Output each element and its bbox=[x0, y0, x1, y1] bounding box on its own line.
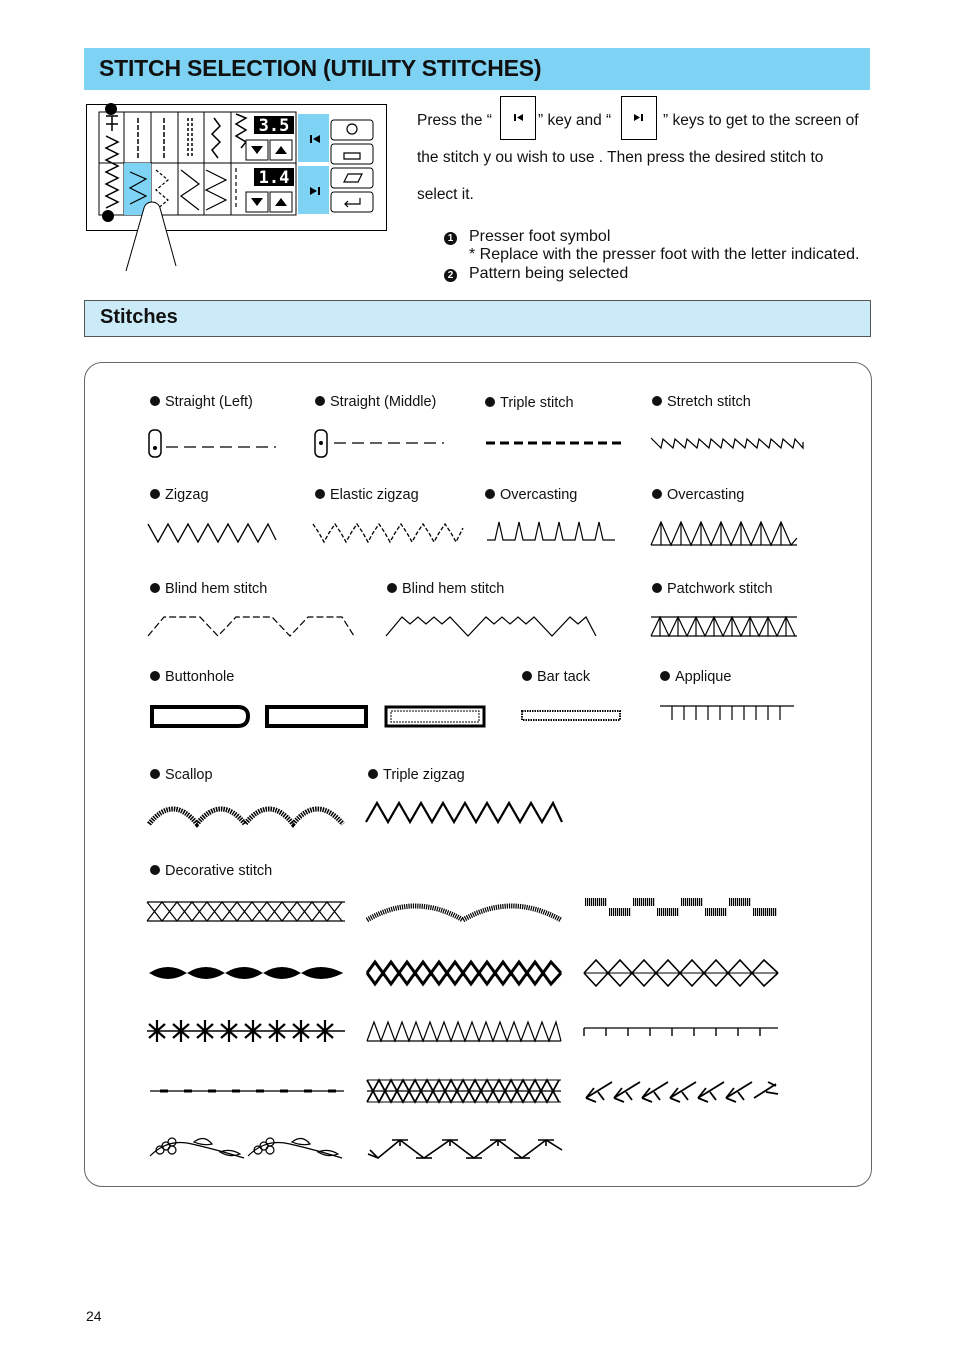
decorative-stitch-flower-icon bbox=[148, 1134, 346, 1162]
note-replace-foot: * Replace with the presser foot with the letter indicated. bbox=[469, 246, 860, 263]
decorative-stitch-cross-icon bbox=[147, 900, 347, 924]
decorative-stitch-open-diamond-icon bbox=[582, 958, 782, 988]
decorative-stitch-diamond-icon bbox=[365, 960, 565, 986]
stitch-label-blind-hem-1: Blind hem stitch bbox=[150, 581, 267, 597]
decorative-stitch-triangle-icon bbox=[365, 1020, 565, 1044]
blind-hem-elastic-stitch-icon bbox=[386, 614, 598, 640]
page-number: 24 bbox=[86, 1308, 102, 1324]
stitch-label-buttonhole: Buttonhole bbox=[150, 669, 234, 685]
note-number-1: 1 bbox=[444, 232, 457, 245]
straight-left-stitch-icon bbox=[148, 428, 278, 460]
note-pattern-selected: Pattern being selected bbox=[469, 265, 629, 282]
stitch-label-overcasting-1: Overcasting bbox=[485, 487, 577, 503]
overcasting-wide-stitch-icon bbox=[651, 520, 799, 548]
stitch-label-straight-left: Straight (Left) bbox=[150, 394, 253, 410]
stitch-label-scallop: Scallop bbox=[150, 767, 213, 783]
stitch-label-stretch: Stretch stitch bbox=[652, 394, 751, 410]
blind-hem-stitch-icon bbox=[148, 614, 356, 640]
stretch-stitch-icon bbox=[651, 434, 805, 452]
page-title: STITCH SELECTION (UTILITY STITCHES) bbox=[99, 55, 542, 81]
next-page-icon bbox=[622, 97, 656, 139]
decorative-stitch-lattice-icon bbox=[365, 1078, 565, 1104]
decorative-stitch-arc-icon bbox=[365, 898, 565, 924]
length-display: 1.4 bbox=[258, 168, 290, 188]
decorative-stitch-step-icon bbox=[583, 898, 783, 924]
note-presser-foot: Presser foot symbol bbox=[469, 228, 611, 245]
prev-page-icon bbox=[501, 97, 535, 139]
section-title: Stitches bbox=[100, 306, 178, 328]
decorative-stitch-zigzag-arrow-icon bbox=[366, 1134, 566, 1162]
section-header-bar bbox=[84, 300, 871, 337]
note-number-2: 2 bbox=[444, 269, 457, 282]
decorative-stitch-comb-icon bbox=[582, 1024, 782, 1038]
instruction-line1-part1: Press the “ bbox=[417, 112, 492, 129]
stitch-label-decorative: Decorative stitch bbox=[150, 863, 272, 879]
next-page-key bbox=[621, 96, 657, 140]
elastic-zigzag-stitch-icon bbox=[313, 522, 466, 544]
scallop-stitch-icon bbox=[148, 800, 346, 828]
stitch-label-triple: Triple stitch bbox=[485, 395, 574, 411]
prev-page-key bbox=[500, 96, 536, 140]
decorative-stitch-star-icon bbox=[147, 1018, 347, 1044]
straight-middle-stitch-icon bbox=[314, 428, 446, 460]
decorative-stitch-dash-icon bbox=[148, 1084, 346, 1098]
stitch-label-patchwork: Patchwork stitch bbox=[652, 581, 773, 597]
instruction-line2: the stitch y ou wish to use . Then press the desired stitch to bbox=[417, 149, 824, 166]
stitch-label-triple-zigzag: Triple zigzag bbox=[368, 767, 465, 783]
instruction-line3: select it. bbox=[417, 186, 474, 203]
triple-stitch-icon bbox=[486, 436, 628, 450]
stitch-label-elastic-zigzag: Elastic zigzag bbox=[315, 487, 419, 503]
stitch-label-bar-tack: Bar tack bbox=[522, 669, 590, 685]
instruction-line1-part3: ” keys to get to the screen of bbox=[663, 112, 859, 129]
lcd-screen-drawing bbox=[86, 96, 386, 276]
zigzag-stitch-icon bbox=[148, 522, 280, 544]
stitch-label-applique: Applique bbox=[660, 669, 731, 685]
triple-zigzag-stitch-icon bbox=[366, 800, 564, 824]
stitch-label-blind-hem-2: Blind hem stitch bbox=[387, 581, 504, 597]
stitch-label-straight-middle: Straight (Middle) bbox=[315, 394, 436, 410]
stitch-label-overcasting-2: Overcasting bbox=[652, 487, 744, 503]
instruction-line1-part2: ” key and “ bbox=[538, 112, 612, 129]
patchwork-stitch-icon bbox=[651, 614, 799, 640]
decorative-stitch-leaf-icon bbox=[148, 960, 346, 986]
decorative-stitch-arrow-icon bbox=[582, 1078, 782, 1108]
overcasting-stitch-icon bbox=[487, 520, 617, 544]
width-display: 3.5 bbox=[258, 116, 290, 136]
bar-tack-stitch-icon bbox=[521, 709, 621, 723]
buttonhole-stitch-icon bbox=[150, 704, 488, 730]
stitch-label-zigzag: Zigzag bbox=[150, 487, 209, 503]
applique-stitch-icon bbox=[660, 704, 796, 722]
